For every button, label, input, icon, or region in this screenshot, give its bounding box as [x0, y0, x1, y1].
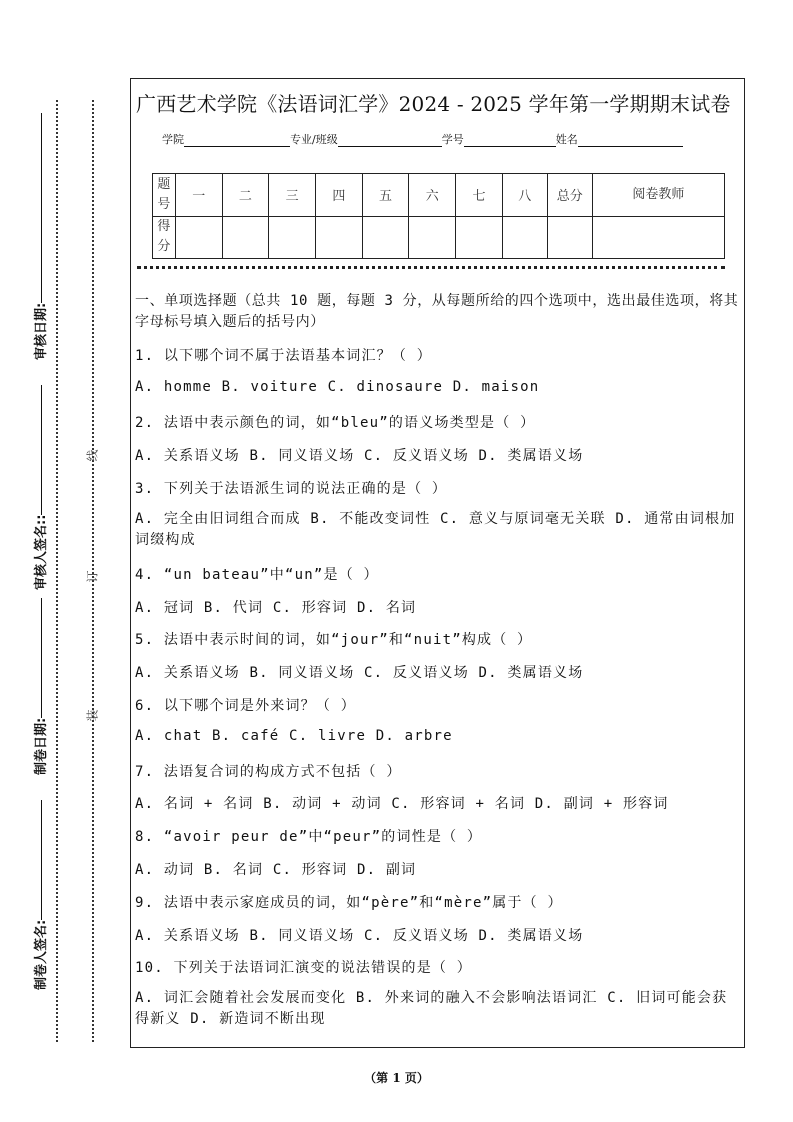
question-3: 3. 下列关于法语派生词的说法正确的是（ ）	[135, 481, 448, 497]
question-1: 1. 以下哪个词不属于法语基本词汇？（ ）	[135, 348, 432, 364]
reviewer-signature-label	[30, 385, 49, 590]
score-table-score-row	[153, 216, 725, 259]
college-field[interactable]	[184, 132, 290, 147]
question-5-options: A. 关系语义场 B. 同义语义场 C. 反义语义场 D. 类属语义场	[135, 665, 584, 681]
score-cell[interactable]	[409, 216, 456, 259]
name-label: 姓名	[555, 133, 578, 146]
binding-dotted-line-outer	[56, 100, 58, 1042]
score-table-header-row	[153, 174, 725, 217]
score-cell[interactable]	[547, 216, 592, 259]
student-info-row	[162, 131, 683, 147]
question-9: 9. 法语中表示家庭成员的词，如“père”和“mère”属于（ ）	[135, 895, 563, 911]
question-2-options: A. 关系语义场 B. 同义语义场 C. 反义语义场 D. 类属语义场	[135, 448, 584, 464]
question-7-options: A. 名词 + 名词 B. 动词 + 动词 C. 形容词 + 名词 D. 副词 + 形容词	[135, 796, 669, 812]
compile-date-text: 制卷日期:	[34, 717, 49, 775]
review-date-text: 审核日期:	[34, 302, 49, 360]
header-cell: 题号	[153, 174, 176, 217]
question-10-options: A. 词汇会随着社会发展而变化 B. 外来词的融入不会影响法语词汇 C. 旧词可能会获得新义 D. 新造词不断出现	[135, 990, 728, 1027]
section-instructions: 一、单项选择题（总共 10 题，每题 3 分，从每题所给的四个选项中，选出最佳选项，将其字母标号填入题后的括号内）	[135, 293, 739, 330]
score-cell[interactable]	[456, 216, 503, 259]
header-cell: 一	[175, 174, 222, 217]
page-number: （第 1 页）	[364, 1071, 429, 1085]
question-4: 4. “un bateau”中“un”是（ ）	[135, 567, 379, 583]
header-cell: 二	[222, 174, 269, 217]
question-10: 10. 下列关于法语词汇演变的说法错误的是（ ）	[135, 960, 472, 976]
major-class-field[interactable]	[338, 132, 442, 147]
student-id-label: 学号	[441, 133, 464, 146]
dotted-separator	[137, 266, 725, 269]
header-cell: 阅卷教师	[592, 174, 724, 217]
compiler-signature-label	[30, 800, 49, 990]
question-5: 5. 法语中表示时间的词，如“jour”和“nuit”构成（ ）	[135, 632, 533, 648]
header-cell: 七	[456, 174, 503, 217]
question-3-options: A. 完全由旧词组合而成 B. 不能改变词性 C. 意义与原词毫无关联 D. 通常由词根加词缀构成	[135, 511, 736, 548]
score-table	[152, 173, 725, 259]
score-cell[interactable]	[362, 216, 409, 259]
score-cell[interactable]	[269, 216, 316, 259]
compiler-signature-text: 制卷人签名:	[34, 919, 49, 990]
header-cell: 四	[315, 174, 362, 217]
name-field[interactable]	[578, 132, 683, 147]
binding-mark-bind: 装	[85, 709, 100, 722]
header-cell: 三	[269, 174, 316, 217]
student-id-field[interactable]	[464, 132, 556, 147]
review-date-label	[30, 113, 49, 360]
college-label: 学院	[162, 133, 184, 146]
score-cell[interactable]	[315, 216, 362, 259]
question-8: 8. “avoir peur de”中“peur”的词性是（ ）	[135, 829, 483, 845]
header-cell: 总分	[547, 174, 592, 217]
score-cell[interactable]	[592, 216, 724, 259]
question-8-options: A. 动词 B. 名词 C. 形容词 D. 副词	[135, 862, 417, 878]
question-2: 2. 法语中表示颜色的词，如“bleu”的语义场类型是（ ）	[135, 415, 536, 431]
question-4-options: A. 冠词 B. 代词 C. 形容词 D. 名词	[135, 600, 417, 616]
question-6-options: A. chat B. café C. livre D. arbre	[135, 728, 453, 744]
binding-mark-staple: 订	[85, 570, 100, 583]
reviewer-signature-text: 审核人签名::	[34, 514, 49, 590]
reviewer-signature-blank	[41, 385, 42, 515]
question-1-options: A. homme B. voiture C. dinosaure D. maison	[135, 379, 540, 395]
review-date-blank	[41, 113, 42, 303]
question-9-options: A. 关系语义场 B. 同义语义场 C. 反义语义场 D. 类属语义场	[135, 928, 584, 944]
exam-title: 广西艺术学院《法语词汇学》2024 - 2025 学年第一学期期末试卷	[136, 92, 731, 116]
score-row-label: 得分	[153, 216, 176, 259]
compiler-signature-blank	[41, 800, 42, 920]
compile-date-label	[30, 598, 49, 775]
header-cell: 六	[409, 174, 456, 217]
question-7: 7. 法语复合词的构成方式不包括（ ）	[135, 764, 402, 780]
header-cell: 五	[362, 174, 409, 217]
binding-mark-line: 线	[85, 449, 100, 462]
score-cell[interactable]	[502, 216, 547, 259]
header-cell: 八	[502, 174, 547, 217]
question-6: 6. 以下哪个词是外来词？（ ）	[135, 698, 356, 714]
score-cell[interactable]	[222, 216, 269, 259]
score-cell[interactable]	[175, 216, 222, 259]
major-class-label: 专业/班级	[290, 133, 338, 146]
compile-date-blank	[41, 598, 42, 718]
